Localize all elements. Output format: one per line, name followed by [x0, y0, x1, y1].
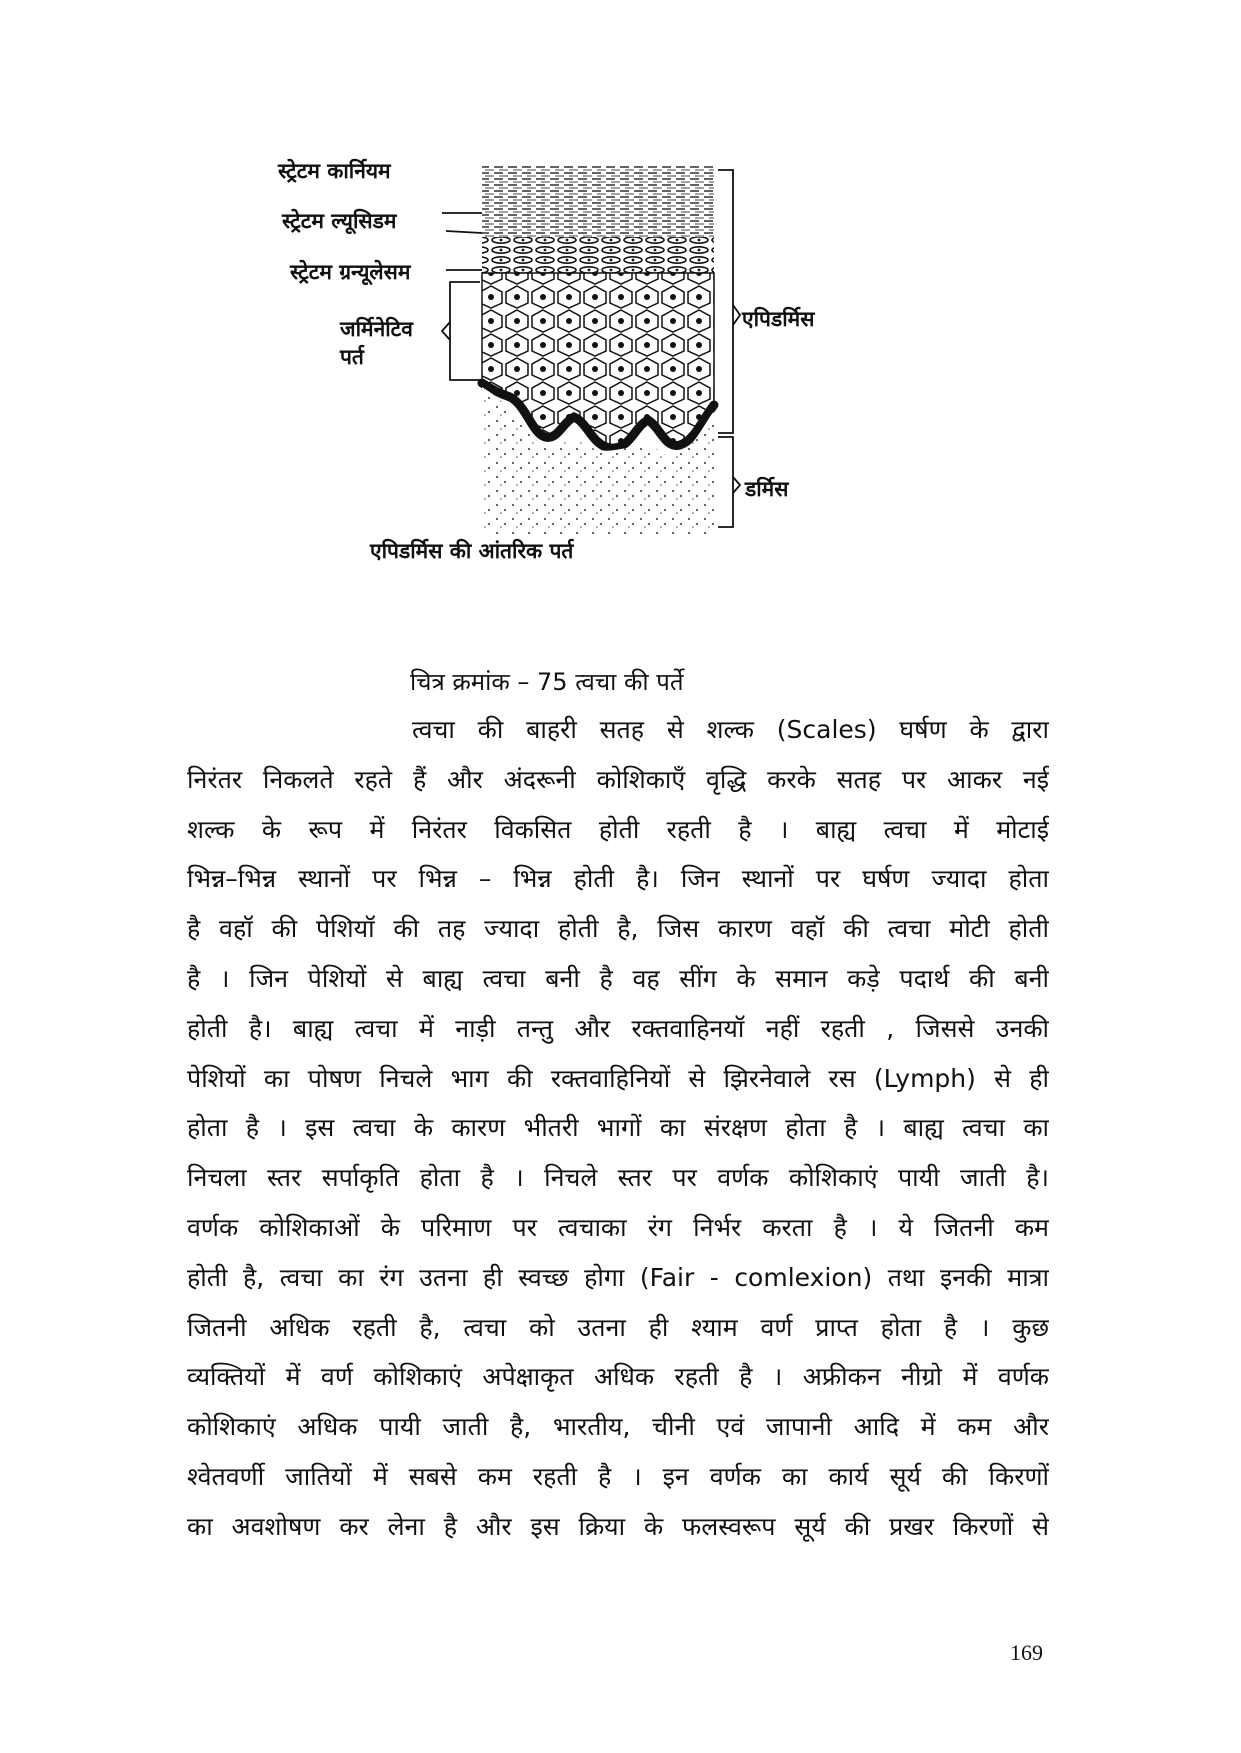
paragraph-line: है वहॉ की पेशियॉ की तह ज्यादा होती है, जिस कारण वहॉ की त्वचा मोटी होती: [187, 914, 1049, 944]
paragraph-line: वर्णक कोशिकाओं के परिमाण पर त्वचाका रंग निर्भर करता है । ये जितनी कम: [187, 1212, 1049, 1242]
figure-caption: चित्र क्रमांक – 75 त्वचा की पर्ते: [410, 668, 684, 696]
skin-layers-figure: [270, 159, 970, 635]
paragraph-line: निचला स्तर सर्पाकृति होता है । निचले स्तर पर वर्णक कोशिकाएं पायी जाती है।: [187, 1163, 1049, 1193]
paragraph-line: भिन्न–भिन्न स्थानों पर भिन्न – भिन्न होती है। जिन स्थानों पर घर्षण ज्यादा होता: [187, 864, 1049, 894]
paragraph-line: व्यक्तियों में वर्ण कोशिकाएं अपेक्षाकृत अधिक रहती है । अफ्रीकन नीग्रो में वर्णक: [187, 1362, 1049, 1392]
paragraph-line: का अवशोषण कर लेना है और इस क्रिया के फलस्वरूप सूर्य की प्रखर किरणों से: [187, 1511, 1049, 1541]
paragraph-line: शल्क के रूप में निरंतर विकसित होती रहती है । बाह्य त्वचा में मोटाई: [187, 814, 1049, 844]
paragraph-line: पेशियों का पोषण निचले भाग की रक्तवाहिनियों से झिरनेवाले रस (Lymph) से ही: [187, 1063, 1049, 1093]
label-germinative-1: जर्मिनेटिव: [340, 317, 413, 341]
label-stratum-lucidum: स्ट्रेटम ल्यूसिडम: [282, 209, 397, 233]
paragraph-line: होता है । इस त्वचा के कारण भीतरी भागों का संरक्षण होता है । बाह्य त्वचा का: [187, 1113, 1049, 1143]
body-paragraph: [187, 705, 1049, 1552]
label-germinative-2: पर्त: [340, 345, 364, 369]
paragraph-line: है । जिन पेशियों से बाह्य त्वचा बनी है वह सींग के समान कड़े पदार्थ की बनी: [187, 963, 1049, 993]
page-number: 169: [1010, 1640, 1043, 1665]
paragraph-line: होती है। बाह्य त्वचा में नाड़ी तन्तु और रक्तवाहिनयॉ नहीं रहती , जिससे उनकी: [187, 1013, 1049, 1043]
label-stratum-granulosum: स्ट्रेटम ग्रन्यूलेसम: [290, 260, 411, 284]
paragraph-line: जितनी अधिक रहती है, त्वचा को उतना ही श्याम वर्ण प्राप्त होता है । कुछ: [187, 1312, 1049, 1342]
paragraph-line: कोशिकाएं अधिक पायी जाती है, भारतीय, चीनी एवं जापानी आदि में कम और: [187, 1412, 1049, 1442]
label-stratum-corneum: स्ट्रेटम कार्नियम: [278, 159, 391, 183]
label-inner-epidermis-layer: एपिडर्मिस की आंतरिक पर्त: [370, 539, 574, 563]
label-dermis: डर्मिस: [745, 477, 789, 501]
paragraph-line: श्वेतवर्णी जातियों में सबसे कम रहती है । इन वर्णक का कार्य सूर्य की किरणों: [187, 1461, 1049, 1491]
paragraph-line: निरंतर निकलते रहते हैं और अंदरूनी कोशिकाऍं वृद्धि करके सतह पर आकर नई: [187, 764, 1049, 794]
paragraph-line: होती है, त्वचा का रंग उतना ही स्वच्छ होगा (Fair - comlexion) तथा इनकी मात्रा: [187, 1262, 1049, 1292]
paragraph-line: त्वचा की बाहरी सतह से शल्क (Scales) घर्षण के द्वारा: [412, 715, 1049, 744]
label-epidermis: एपिडर्मिस: [742, 307, 815, 331]
